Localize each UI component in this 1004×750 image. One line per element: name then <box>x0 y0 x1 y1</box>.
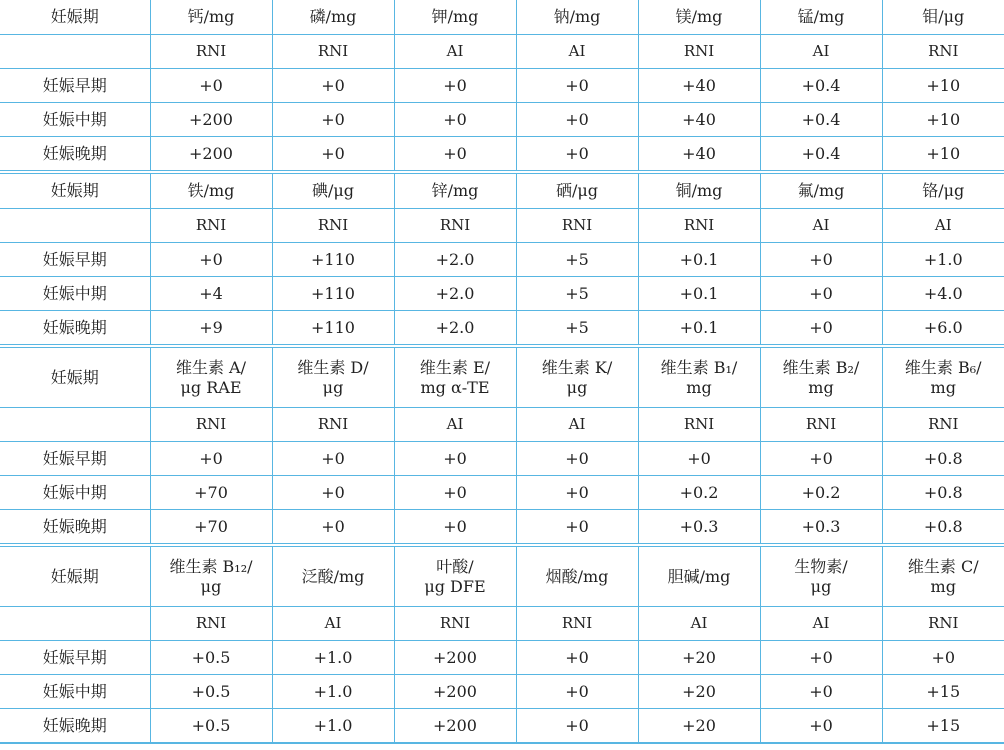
nutrient-header-cell: 铜/mg <box>638 172 760 209</box>
nutrient-header-cell: 磷/mg <box>272 0 394 35</box>
value-cell: +9 <box>150 311 272 347</box>
table-row <box>0 709 1004 744</box>
reference-type-cell: RNI <box>882 607 1004 641</box>
reference-type-cell: RNI <box>150 209 272 243</box>
value-cell: +20 <box>638 675 760 709</box>
value-cell: +10 <box>882 69 1004 103</box>
value-cell: +0 <box>516 69 638 103</box>
header-line: 维生素 A/ <box>175 357 247 377</box>
table-row <box>0 442 1004 476</box>
header-line: 维生素 B₂/ <box>782 357 860 377</box>
reference-type-cell: RNI <box>516 607 638 641</box>
value-cell: +0 <box>882 641 1004 675</box>
value-cell: +0.4 <box>760 69 882 103</box>
nutrient-header-cell <box>394 346 516 408</box>
header-line: mg <box>930 576 956 596</box>
nutrient-header-cell: 氟/mg <box>760 172 882 209</box>
value-cell: +1.0 <box>272 641 394 675</box>
table-row <box>0 510 1004 546</box>
reference-type-cell: RNI <box>882 408 1004 442</box>
value-cell: +0 <box>150 442 272 476</box>
header-line: 维生素 B₁₂/ <box>169 556 253 576</box>
reference-type-cell: RNI <box>638 408 760 442</box>
value-cell: +0 <box>394 510 516 546</box>
value-cell: +0 <box>394 69 516 103</box>
header-line: 维生素 D/ <box>297 357 369 377</box>
header-line: 叶酸/ <box>436 556 474 576</box>
reference-type-cell: RNI <box>272 408 394 442</box>
reference-type-cell: AI <box>882 209 1004 243</box>
nutrient-header-cell <box>272 545 394 607</box>
header-line: 维生素 K/ <box>541 357 613 377</box>
value-cell: +0 <box>272 137 394 173</box>
table-row <box>0 641 1004 675</box>
header-line: μg <box>566 377 588 397</box>
value-cell: +0.5 <box>150 675 272 709</box>
header-row <box>0 346 1004 408</box>
reference-type-cell <box>0 35 150 69</box>
value-cell: +0.3 <box>760 510 882 546</box>
value-cell: +0 <box>394 137 516 173</box>
value-cell: +0 <box>516 510 638 546</box>
nutrient-header-cell: 钙/mg <box>150 0 272 35</box>
reference-type-cell: AI <box>760 607 882 641</box>
nutrient-header-cell <box>516 545 638 607</box>
period-label-cell: 妊娠早期 <box>0 69 150 103</box>
nutrient-header-cell: 铬/μg <box>882 172 1004 209</box>
reference-type-cell <box>0 607 150 641</box>
value-cell: +0.8 <box>882 442 1004 476</box>
period-label-cell: 妊娠中期 <box>0 103 150 137</box>
value-cell: +0 <box>760 641 882 675</box>
header-line: mg α-TE <box>420 377 490 397</box>
value-cell: +1.0 <box>882 243 1004 277</box>
header-line: 维生素 E/ <box>419 357 491 377</box>
period-label-cell: 妊娠晚期 <box>0 510 150 546</box>
header-line: 维生素 C/ <box>907 556 979 576</box>
nutrient-header-cell: 钾/mg <box>394 0 516 35</box>
value-cell: +0 <box>272 510 394 546</box>
nutrient-header-cell: 铁/mg <box>150 172 272 209</box>
reference-type-cell: AI <box>638 607 760 641</box>
value-cell: +200 <box>394 675 516 709</box>
value-cell: +0 <box>150 243 272 277</box>
value-cell: +0.4 <box>760 103 882 137</box>
reference-type-cell: AI <box>516 408 638 442</box>
value-cell: +0 <box>516 137 638 173</box>
reference-type-cell: AI <box>272 607 394 641</box>
nutrient-header-cell <box>882 346 1004 408</box>
value-cell: +200 <box>394 641 516 675</box>
header-line: 维生素 B₁/ <box>660 357 738 377</box>
value-cell: +0 <box>272 69 394 103</box>
reference-type-row <box>0 408 1004 442</box>
reference-type-cell: RNI <box>638 35 760 69</box>
value-cell: +1.0 <box>272 675 394 709</box>
value-cell: +0.8 <box>882 510 1004 546</box>
value-cell: +5 <box>516 311 638 347</box>
period-header-cell: 妊娠期 <box>0 0 150 35</box>
value-cell: +15 <box>882 675 1004 709</box>
nutrient-header-cell <box>760 545 882 607</box>
value-cell: +0 <box>150 69 272 103</box>
value-cell: +0.8 <box>882 476 1004 510</box>
nutrient-header-cell <box>516 346 638 408</box>
value-cell: +70 <box>150 476 272 510</box>
header-line: mg <box>686 377 712 397</box>
reference-type-cell: RNI <box>150 607 272 641</box>
header-line: 泛酸/mg <box>301 566 365 586</box>
header-line: mg <box>808 377 834 397</box>
header-line: 维生素 B₆/ <box>904 357 982 377</box>
nutrient-header-cell: 钼/μg <box>882 0 1004 35</box>
header-row <box>0 545 1004 607</box>
reference-type-cell: RNI <box>516 209 638 243</box>
nutrient-header-cell <box>638 545 760 607</box>
value-cell: +0 <box>760 675 882 709</box>
header-line: μg DFE <box>424 576 486 596</box>
value-cell: +0 <box>760 243 882 277</box>
table-row <box>0 103 1004 137</box>
value-cell: +10 <box>882 103 1004 137</box>
value-cell: +0 <box>760 277 882 311</box>
period-label-cell: 妊娠晚期 <box>0 709 150 744</box>
value-cell: +15 <box>882 709 1004 744</box>
header-line: mg <box>930 377 956 397</box>
period-label-cell: 妊娠中期 <box>0 675 150 709</box>
value-cell: +1.0 <box>272 709 394 744</box>
value-cell: +4 <box>150 277 272 311</box>
period-header-cell: 妊娠期 <box>0 346 150 408</box>
value-cell: +110 <box>272 243 394 277</box>
period-label-cell: 妊娠早期 <box>0 442 150 476</box>
nutrient-header-cell <box>272 346 394 408</box>
value-cell: +0 <box>516 709 638 744</box>
value-cell: +110 <box>272 311 394 347</box>
value-cell: +0 <box>272 103 394 137</box>
value-cell: +0.1 <box>638 243 760 277</box>
period-label-cell: 妊娠早期 <box>0 641 150 675</box>
value-cell: +0 <box>394 103 516 137</box>
reference-type-cell: RNI <box>150 35 272 69</box>
value-cell: +200 <box>394 709 516 744</box>
reference-type-row <box>0 35 1004 69</box>
reference-type-cell: RNI <box>150 408 272 442</box>
value-cell: +6.0 <box>882 311 1004 347</box>
nutrient-header-cell <box>760 346 882 408</box>
value-cell: +110 <box>272 277 394 311</box>
value-cell: +0 <box>516 103 638 137</box>
reference-type-cell: RNI <box>638 209 760 243</box>
reference-type-cell: RNI <box>394 209 516 243</box>
reference-type-cell: RNI <box>882 35 1004 69</box>
period-label-cell: 妊娠早期 <box>0 243 150 277</box>
reference-type-cell: AI <box>516 35 638 69</box>
value-cell: +2.0 <box>394 311 516 347</box>
nutrient-header-cell: 锰/mg <box>760 0 882 35</box>
value-cell: +0.1 <box>638 277 760 311</box>
table-row <box>0 675 1004 709</box>
header-line: μg RAE <box>180 377 242 397</box>
header-line: 胆碱/mg <box>667 566 731 586</box>
header-row <box>0 0 1004 35</box>
table-row <box>0 476 1004 510</box>
period-header-cell: 妊娠期 <box>0 545 150 607</box>
table-row <box>0 137 1004 173</box>
period-label-cell: 妊娠晚期 <box>0 311 150 347</box>
value-cell: +0.1 <box>638 311 760 347</box>
value-cell: +0 <box>516 476 638 510</box>
nutrient-header-cell: 锌/mg <box>394 172 516 209</box>
nutrient-header-cell <box>882 545 1004 607</box>
value-cell: +40 <box>638 69 760 103</box>
value-cell: +0 <box>394 476 516 510</box>
reference-type-cell: RNI <box>272 35 394 69</box>
value-cell: +4.0 <box>882 277 1004 311</box>
value-cell: +0.3 <box>638 510 760 546</box>
value-cell: +70 <box>150 510 272 546</box>
nutrient-header-cell <box>638 346 760 408</box>
period-label-cell: 妊娠晚期 <box>0 137 150 173</box>
header-line: μg <box>810 576 832 596</box>
reference-type-cell: AI <box>760 35 882 69</box>
nutrient-header-cell: 碘/μg <box>272 172 394 209</box>
reference-type-row <box>0 607 1004 641</box>
value-cell: +20 <box>638 641 760 675</box>
value-cell: +0.2 <box>638 476 760 510</box>
header-line: 烟酸/mg <box>545 566 609 586</box>
table-row <box>0 311 1004 347</box>
value-cell: +5 <box>516 243 638 277</box>
table-row <box>0 277 1004 311</box>
nutrient-header-cell: 镁/mg <box>638 0 760 35</box>
value-cell: +40 <box>638 103 760 137</box>
value-cell: +0 <box>394 442 516 476</box>
value-cell: +0 <box>638 442 760 476</box>
nutrient-header-cell <box>394 545 516 607</box>
value-cell: +200 <box>150 103 272 137</box>
value-cell: +10 <box>882 137 1004 173</box>
header-line: 生物素/ <box>794 556 848 576</box>
value-cell: +200 <box>150 137 272 173</box>
value-cell: +0 <box>272 442 394 476</box>
value-cell: +40 <box>638 137 760 173</box>
nutrient-header-cell: 硒/μg <box>516 172 638 209</box>
value-cell: +0 <box>516 675 638 709</box>
reference-type-cell: RNI <box>394 607 516 641</box>
period-label-cell: 妊娠中期 <box>0 476 150 510</box>
header-line: μg <box>200 576 222 596</box>
value-cell: +0.5 <box>150 709 272 744</box>
header-line: μg <box>322 377 344 397</box>
table-row <box>0 243 1004 277</box>
value-cell: +0 <box>516 442 638 476</box>
reference-type-cell: AI <box>760 209 882 243</box>
value-cell: +0.2 <box>760 476 882 510</box>
reference-type-cell <box>0 209 150 243</box>
value-cell: +20 <box>638 709 760 744</box>
reference-type-cell <box>0 408 150 442</box>
nutrient-header-cell <box>150 346 272 408</box>
value-cell: +0 <box>760 709 882 744</box>
reference-type-cell: RNI <box>760 408 882 442</box>
value-cell: +2.0 <box>394 243 516 277</box>
header-row <box>0 172 1004 209</box>
reference-type-cell: AI <box>394 408 516 442</box>
nutrient-header-cell <box>150 545 272 607</box>
table-row <box>0 69 1004 103</box>
value-cell: +0 <box>272 476 394 510</box>
value-cell: +0 <box>760 442 882 476</box>
value-cell: +5 <box>516 277 638 311</box>
reference-type-row <box>0 209 1004 243</box>
value-cell: +0.4 <box>760 137 882 173</box>
reference-type-cell: AI <box>394 35 516 69</box>
nutrient-header-cell: 钠/mg <box>516 0 638 35</box>
reference-type-cell: RNI <box>272 209 394 243</box>
value-cell: +0 <box>760 311 882 347</box>
value-cell: +2.0 <box>394 277 516 311</box>
value-cell: +0.5 <box>150 641 272 675</box>
value-cell: +0 <box>516 641 638 675</box>
period-label-cell: 妊娠中期 <box>0 277 150 311</box>
period-header-cell: 妊娠期 <box>0 172 150 209</box>
